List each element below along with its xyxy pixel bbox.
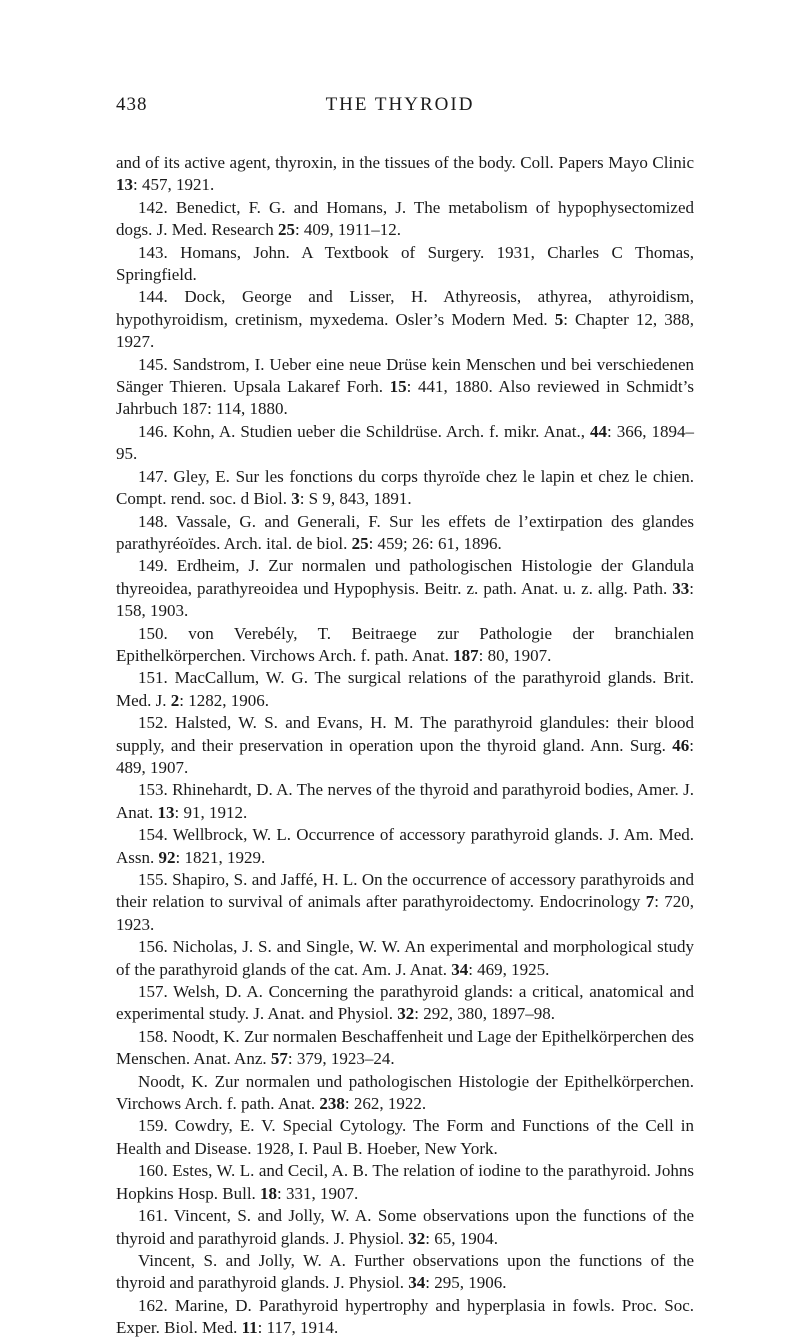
reference-entry: 153. Rhinehardt, D. A. The nerves of the thyroid and parathyroid bodies, Amer. J. Anat. 13: 91, 1912. — [116, 780, 694, 822]
reference-entry: 149. Erdheim, J. Zur normalen und pathologischen Histologie der Glandula thyreoidea, parathyreoidea und Hypophysis. Beitr. z. path. Anat. u. z. allg. Path. 33: 158, 1903. — [116, 556, 694, 621]
reference-entry: 159. Cowdry, E. V. Special Cytology. The Form and Functions of the Cell in Health and Disease. 1928, I. Paul B. Hoeber, New York. — [116, 1116, 694, 1158]
reference-entry: 150. von Verebély, T. Beitraege zur Pathologie der branchialen Epithelkörperchen. Virchows Arch. f. path. Anat. 187: 80, 1907. — [116, 623, 694, 665]
reference-entry: 148. Vassale, G. and Generali, F. Sur les effets de l’extirpation des glandes parathyréoïdes. Arch. ital. de biol. 25: 459; 26: 61, 1896. — [116, 511, 694, 553]
reference-list — [116, 197, 694, 1340]
reference-entry: 144. Dock, George and Lisser, H. Athyreosis, athyrea, athyroidism, hypothyroidism, cretinism, myxedema. Osler’s Modern Med. 5: Chapter 12, 388, 1927. — [116, 287, 694, 352]
reference-entry: 142. Benedict, F. G. and Homans, J. The metabolism of hypophysectomized dogs. J. Med. Research 25: 409, 1911–12. — [116, 197, 694, 240]
reference-entry: 152. Halsted, W. S. and Evans, H. M. The parathyroid glandules: their blood supply, and their preservation in operation upon the thyroid gland. Ann. Surg. 46: 489, 1907. — [116, 713, 694, 777]
reference-entry: 147. Gley, E. Sur les fonctions du corps thyroïde chez le lapin et chez le chien. Compt. rend. soc. d Biol. 3: S 9, 843, 1891. — [116, 466, 694, 509]
page-header — [0, 94, 800, 118]
reference-entry: 155. Shapiro, S. and Jaffé, H. L. On the occurrence of accessory parathyroids and their relation to survival of animals after parathyroidectomy. Endocrinology 7: 720, 1923. — [116, 870, 694, 934]
reference-entry: 156. Nicholas, J. S. and Single, W. W. An experimental and morphological study of the parathyroid glands of the cat. Am. J. Anat. 34: 469, 1925. — [116, 937, 694, 979]
reference-entry: 160. Estes, W. L. and Cecil, A. B. The relation of iodine to the parathyroid. Johns Hopkins Hosp. Bull. 18: 331, 1907. — [116, 1161, 694, 1203]
page-number: 438 — [116, 94, 148, 115]
reference-entry: 146. Kohn, A. Studien ueber die Schildrüse. Arch. f. mikr. Anat., 44: 366, 1894–95. — [116, 421, 694, 464]
reference-entry: 161. Vincent, S. and Jolly, W. A. Some observations upon the functions of the thyroid and parathyroid glands. J. Physiol. 32: 65, 1904. — [116, 1206, 694, 1248]
reference-entry: 151. MacCallum, W. G. The surgical relations of the parathyroid glands. Brit. Med. J. 2: 1282, 1906. — [116, 668, 694, 710]
reference-entry: 143. Homans, John. A Textbook of Surgery. 1931, Charles C Thomas, Springfield. — [116, 242, 694, 285]
reference-continuation: and of its active agent, thyroxin, in the tissues of the body. Coll. Papers Mayo Clinic 13: 457, 1921. — [116, 153, 694, 195]
reference-entry: 162. Marine, D. Parathyroid hypertrophy and hyperplasia in fowls. Proc. Soc. Exper. Biol. Med. 11: 117, 1914. — [116, 1295, 694, 1338]
reference-entry: 157. Welsh, D. A. Concerning the parathyroid glands: a critical, anatomical and experimental study. J. Anat. and Physiol. 32: 292, 380, 1897–98. — [116, 982, 694, 1024]
reference-entry: 154. Wellbrock, W. L. Occurrence of accessory parathyroid glands. J. Am. Med. Assn. 92: 1821, 1929. — [116, 825, 694, 867]
references-body — [116, 152, 694, 1340]
reference-entry: 145. Sandstrom, I. Ueber eine neue Drüse kein Menschen und bei verschiedenen Sänger Thieren. Upsala Lakaref Forh. 15: 441, 1880. Also reviewed in Schmidt’s Jahrbuch 187: 114, 1880. — [116, 354, 694, 419]
reference-entry: 158. Noodt, K. Zur normalen Beschaffenheit und Lage der Epithelkörperchen des Menschen. Anat. Anz. 57: 379, 1923–24. — [116, 1026, 694, 1069]
running-title: THE THYROID — [325, 94, 475, 115]
reference-entry: Noodt, K. Zur normalen und pathologischen Histologie der Epithelkörperchen. Virchows Arch. f. path. Anat. 238: 262, 1922. — [116, 1071, 694, 1114]
reference-entry: Vincent, S. and Jolly, W. A. Further observations upon the functions of the thyroid and parathyroid glands. J. Physiol. 34: 295, 1906. — [116, 1250, 694, 1293]
